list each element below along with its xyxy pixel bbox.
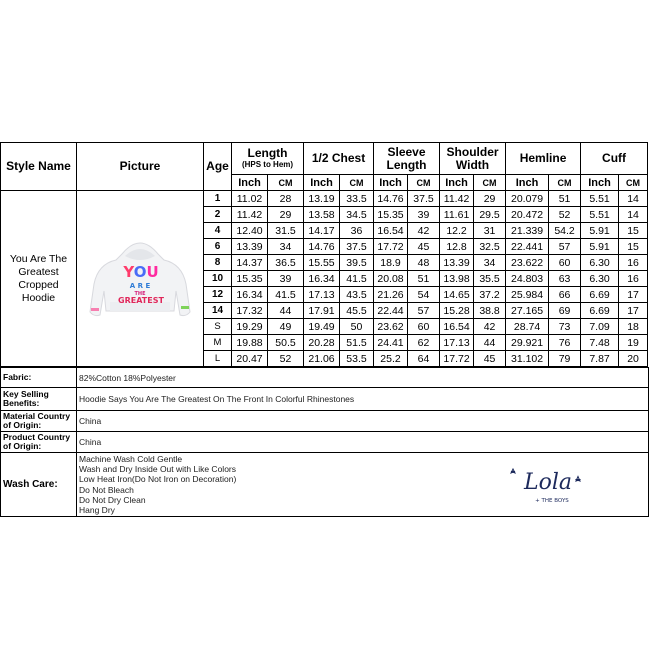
header-cuff: Cuff (581, 143, 648, 175)
measure-chest-cm: 33.5 (340, 191, 374, 207)
cropped-hoodie-image (85, 232, 195, 322)
measure-sleeve-cm: 37.5 (408, 191, 440, 207)
measure-chest-cm: 34.5 (340, 207, 374, 223)
measure-sleeve-in: 21.26 (374, 287, 408, 303)
measure-cuff-cm: 16 (619, 271, 648, 287)
logo-name: Lola (523, 470, 573, 495)
measure-chest-in: 16.34 (304, 271, 340, 287)
measure-sh-cm: 35.5 (474, 271, 506, 287)
measure-hem-in: 29.921 (506, 335, 549, 351)
measure-len-in: 16.34 (232, 287, 268, 303)
measure-cuff-cm: 17 (619, 303, 648, 319)
measure-cuff-in: 7.48 (581, 335, 619, 351)
header-shoulder: Shoulder Width (440, 143, 506, 175)
key-selling-benefits-label: Key Selling Benefits: (1, 388, 77, 411)
measure-hem-in: 24.803 (506, 271, 549, 287)
material-origin-value: China (77, 411, 649, 432)
measure-hem-in: 23.622 (506, 255, 549, 271)
measure-chest-in: 19.49 (304, 319, 340, 335)
measure-len-cm: 49 (268, 319, 304, 335)
measure-sleeve-cm: 45 (408, 239, 440, 255)
measure-hem-cm: 66 (549, 287, 581, 303)
measure-hem-cm: 76 (549, 335, 581, 351)
measure-cuff-in: 5.51 (581, 191, 619, 207)
age-cell: 12 (204, 287, 232, 303)
wash-care-line: Do Not Dry Clean (79, 494, 146, 505)
measure-chest-in: 17.91 (304, 303, 340, 319)
measure-sh-cm: 38.8 (474, 303, 506, 319)
measure-cuff-cm: 15 (619, 223, 648, 239)
product-origin-value: China (77, 432, 649, 453)
measure-len-cm: 31.5 (268, 223, 304, 239)
measure-sh-cm: 45 (474, 351, 506, 367)
header-sleeve: Sleeve Length (374, 143, 440, 175)
measure-sleeve-in: 20.08 (374, 271, 408, 287)
measure-sh-in: 13.98 (440, 271, 474, 287)
measure-hem-cm: 57 (549, 239, 581, 255)
measure-sleeve-cm: 60 (408, 319, 440, 335)
fabric-label: Fabric: (1, 368, 77, 388)
measure-hem-in: 28.74 (506, 319, 549, 335)
measure-sh-in: 11.61 (440, 207, 474, 223)
measure-cuff-in: 5.91 (581, 223, 619, 239)
key-selling-benefits-value: Hoodie Says You Are The Greatest On The Front In Colorful Rhinestones (77, 388, 649, 411)
wash-care-line: Wash and Dry Inside Out with Like Colors (79, 464, 236, 475)
measure-chest-cm: 43.5 (340, 287, 374, 303)
shoulder-cm-subheader: CM (474, 175, 506, 191)
measure-len-in: 12.40 (232, 223, 268, 239)
measure-chest-in: 13.19 (304, 191, 340, 207)
measure-hem-cm: 52 (549, 207, 581, 223)
measure-sleeve-cm: 51 (408, 271, 440, 287)
measure-hem-cm: 60 (549, 255, 581, 271)
measure-len-in: 13.39 (232, 239, 268, 255)
material-origin-label: Material Country of Origin: (1, 411, 77, 432)
lola-and-the-boys-logo (508, 461, 588, 509)
measure-hem-cm: 69 (549, 303, 581, 319)
measure-len-cm: 34 (268, 239, 304, 255)
measure-cuff-in: 6.69 (581, 303, 619, 319)
measure-cuff-cm: 14 (619, 207, 648, 223)
measure-hem-cm: 51 (549, 191, 581, 207)
measure-len-in: 20.47 (232, 351, 268, 367)
measure-cuff-in: 6.30 (581, 271, 619, 287)
measure-len-cm: 44 (268, 303, 304, 319)
length-inch-subheader: Inch (232, 175, 268, 191)
size-row (1, 191, 648, 207)
measure-hem-in: 20.079 (506, 191, 549, 207)
header-length-note: (HPS to Hem) (241, 160, 294, 169)
measure-len-in: 19.88 (232, 335, 268, 351)
measure-sleeve-in: 25.2 (374, 351, 408, 367)
measure-len-in: 14.37 (232, 255, 268, 271)
age-cell: 6 (204, 239, 232, 255)
measure-hem-cm: 79 (549, 351, 581, 367)
measure-chest-cm: 36 (340, 223, 374, 239)
measure-len-cm: 41.5 (268, 287, 304, 303)
measure-cuff-cm: 17 (619, 287, 648, 303)
measure-sleeve-in: 18.9 (374, 255, 408, 271)
measure-sleeve-cm: 57 (408, 303, 440, 319)
measure-chest-cm: 53.5 (340, 351, 374, 367)
header-style-name: Style Name (1, 143, 77, 191)
measure-hem-in: 22.441 (506, 239, 549, 255)
header-hemline: Hemline (506, 143, 581, 175)
measure-chest-cm: 50 (340, 319, 374, 335)
measure-cuff-cm: 15 (619, 239, 648, 255)
sleeve-inch-subheader: Inch (374, 175, 408, 191)
measure-hem-in: 20.472 (506, 207, 549, 223)
measure-len-in: 17.32 (232, 303, 268, 319)
picture-cell (77, 191, 204, 367)
measure-sh-in: 12.8 (440, 239, 474, 255)
measure-chest-in: 14.76 (304, 239, 340, 255)
measure-sh-cm: 32.5 (474, 239, 506, 255)
measure-sh-in: 15.28 (440, 303, 474, 319)
logo-tag: + THE BOYS (535, 498, 569, 504)
measure-sleeve-cm: 64 (408, 351, 440, 367)
measure-cuff-in: 7.09 (581, 319, 619, 335)
measure-chest-in: 13.58 (304, 207, 340, 223)
age-cell: 10 (204, 271, 232, 287)
measure-chest-in: 20.28 (304, 335, 340, 351)
shoulder-inch-subheader: Inch (440, 175, 474, 191)
measure-sh-cm: 34 (474, 255, 506, 271)
header-length-label: Length (247, 146, 288, 160)
measure-sh-in: 14.65 (440, 287, 474, 303)
age-cell: 8 (204, 255, 232, 271)
measure-hem-cm: 73 (549, 319, 581, 335)
measure-hem-in: 25.984 (506, 287, 549, 303)
measure-sleeve-cm: 62 (408, 335, 440, 351)
svg-text:GREATEST: GREATEST (118, 296, 164, 305)
measure-chest-in: 15.55 (304, 255, 340, 271)
measure-sh-cm: 29 (474, 191, 506, 207)
age-cell: M (204, 335, 232, 351)
header-length (232, 143, 304, 175)
length-cm-subheader: CM (268, 175, 304, 191)
measure-sh-cm: 31 (474, 223, 506, 239)
hoodie-graphic-text: YOU (123, 263, 159, 281)
hemline-cm-subheader: CM (549, 175, 581, 191)
measure-sh-in: 11.42 (440, 191, 474, 207)
svg-text:THE: THE (134, 291, 146, 297)
measure-sleeve-in: 24.41 (374, 335, 408, 351)
header-chest: 1/2 Chest (304, 143, 374, 175)
wash-care-value (77, 453, 649, 517)
measure-sh-in: 12.2 (440, 223, 474, 239)
measure-hem-in: 21.339 (506, 223, 549, 239)
measure-sleeve-cm: 48 (408, 255, 440, 271)
measure-len-cm: 36.5 (268, 255, 304, 271)
measure-sleeve-cm: 54 (408, 287, 440, 303)
measure-len-in: 11.42 (232, 207, 268, 223)
measure-cuff-in: 6.69 (581, 287, 619, 303)
measure-len-cm: 39 (268, 271, 304, 287)
measure-len-in: 15.35 (232, 271, 268, 287)
measure-chest-cm: 51.5 (340, 335, 374, 351)
measure-hem-cm: 54.2 (549, 223, 581, 239)
size-chart-table (0, 142, 648, 367)
measure-sh-in: 16.54 (440, 319, 474, 335)
measure-chest-cm: 39.5 (340, 255, 374, 271)
chest-inch-subheader: Inch (304, 175, 340, 191)
measure-chest-in: 14.17 (304, 223, 340, 239)
measure-cuff-in: 5.91 (581, 239, 619, 255)
measure-sh-in: 17.72 (440, 351, 474, 367)
header-picture: Picture (77, 143, 204, 191)
measure-chest-cm: 37.5 (340, 239, 374, 255)
measure-sh-in: 13.39 (440, 255, 474, 271)
measure-hem-in: 31.102 (506, 351, 549, 367)
age-cell: 2 (204, 207, 232, 223)
age-cell: S (204, 319, 232, 335)
measure-cuff-cm: 14 (619, 191, 648, 207)
measure-len-cm: 28 (268, 191, 304, 207)
measure-cuff-in: 5.51 (581, 207, 619, 223)
product-info-table (0, 367, 649, 517)
measure-sh-in: 17.13 (440, 335, 474, 351)
wash-care-label: Wash Care: (1, 453, 77, 517)
wash-care-line: Low Heat Iron(Do Not Iron on Decoration) (79, 474, 237, 485)
measure-chest-in: 21.06 (304, 351, 340, 367)
age-cell: 4 (204, 223, 232, 239)
measure-hem-cm: 63 (549, 271, 581, 287)
measure-cuff-in: 6.30 (581, 255, 619, 271)
measure-chest-cm: 41.5 (340, 271, 374, 287)
measure-sleeve-in: 14.76 (374, 191, 408, 207)
measure-cuff-cm: 20 (619, 351, 648, 367)
measure-sleeve-in: 15.35 (374, 207, 408, 223)
measure-sleeve-in: 17.72 (374, 239, 408, 255)
measure-sh-cm: 42 (474, 319, 506, 335)
sleeve-cm-subheader: CM (408, 175, 440, 191)
style-name-cell: You Are The Greatest Cropped Hoodie (1, 191, 77, 367)
measure-sleeve-cm: 39 (408, 207, 440, 223)
measure-cuff-cm: 16 (619, 255, 648, 271)
measure-len-in: 19.29 (232, 319, 268, 335)
size-chart-sheet (0, 142, 648, 517)
age-cell: L (204, 351, 232, 367)
measure-len-cm: 50.5 (268, 335, 304, 351)
measure-chest-in: 17.13 (304, 287, 340, 303)
wash-care-line: Machine Wash Cold Gentle (79, 453, 183, 464)
measure-hem-in: 27.165 (506, 303, 549, 319)
header-age: Age (204, 143, 232, 191)
measure-len-in: 11.02 (232, 191, 268, 207)
measure-sleeve-cm: 42 (408, 223, 440, 239)
hemline-inch-subheader: Inch (506, 175, 549, 191)
measure-cuff-in: 7.87 (581, 351, 619, 367)
age-cell: 1 (204, 191, 232, 207)
cuff-cm-subheader: CM (619, 175, 648, 191)
measure-sh-cm: 37.2 (474, 287, 506, 303)
wash-care-line: Do Not Bleach (79, 484, 134, 495)
fabric-value: 82%Cotton 18%Polyester (77, 368, 649, 388)
measure-len-cm: 52 (268, 351, 304, 367)
measure-sh-cm: 44 (474, 335, 506, 351)
age-cell: 14 (204, 303, 232, 319)
product-origin-label: Product Country of Origin: (1, 432, 77, 453)
measure-sleeve-in: 22.44 (374, 303, 408, 319)
cuff-inch-subheader: Inch (581, 175, 619, 191)
measure-chest-cm: 45.5 (340, 303, 374, 319)
measure-cuff-cm: 19 (619, 335, 648, 351)
measure-sleeve-in: 23.62 (374, 319, 408, 335)
wash-care-line: Hang Dry (79, 504, 115, 515)
svg-text:A R E: A R E (129, 282, 151, 290)
chest-cm-subheader: CM (340, 175, 374, 191)
measure-cuff-cm: 18 (619, 319, 648, 335)
measure-sleeve-in: 16.54 (374, 223, 408, 239)
measure-len-cm: 29 (268, 207, 304, 223)
measure-sh-cm: 29.5 (474, 207, 506, 223)
